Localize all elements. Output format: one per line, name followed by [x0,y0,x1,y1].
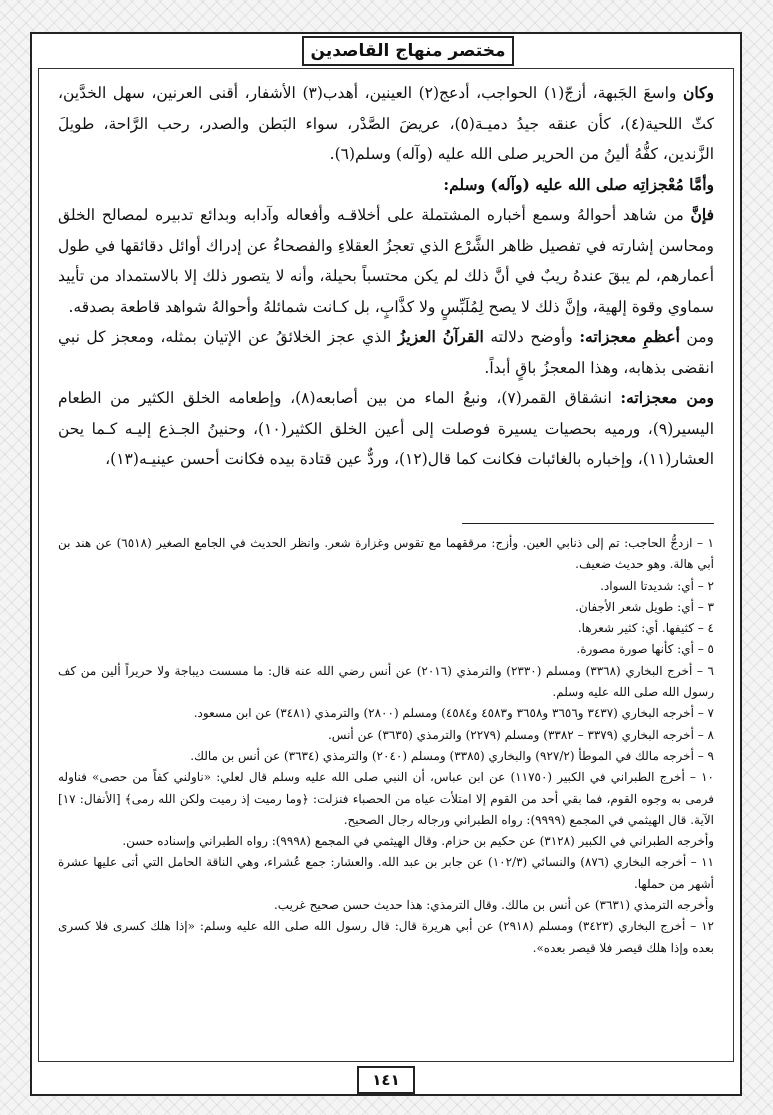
footnote: ١٢ – أخرج البخاري (٣٤٢٣) ومسلم (٢٩١٨) عن أبي هريرة قال: قال رسول الله صلى الله عليه وسلم: «إذا هلك كسرى فلا كسرى بعده وإذا هلك قيصر فلا قيصر بعده». [58,919,714,955]
book-title: مختصر منهاج القاصدين [310,41,506,61]
footnote: ٦ – أخرج البخاري (٣٣٦٨) ومسلم (٢٣٣٠) والترمذي (٢٠١٦) عن أنس رضي الله عنه قال: ما مسست ديباجة ولا حريراً ألين من كف رسول الله صلى الله عليه وسلم. [58,663,714,700]
bold-heading-text: ومن معجزاته: [620,388,714,407]
footnote: ٢ – أي: شديدتا السواد. [600,578,714,593]
bold-heading-text: أعظمِ معجزاته: [579,327,680,346]
footnote: ١١ – أخرجه البخاري (٨٧٦) والنسائي (١٠٢/٣) عن جابر بن عبد الله. والعشار: جمع عُشراء، وهي الناقة الحامل التي أتى عليها عشرة أشهر من حملها. [58,855,714,891]
footnote: ١٠ – أخرج الطبراني في الكبير (١١٧٥٠) عن ابن عباس، أن النبي صلى الله عليه وسلم قال لعلي: «ناولني كفاً من حصى» فناوله فرمى به وجوه القوم، فما بقي أحد من القوم إلا امتلأت عياه من الحصباء فنزلت: ﴿وما رميت إذ رميت ولكن الله رمى﴾ [الأنفال: ١٧] الآية. قال الهيثمي في المجمع (٩٩٩٩): رواه الطبراني ورجاله رجال الصحيح. [58,770,714,827]
footnote: وأخرجه الترمذي (٣٦٣١) عن أنس بن مالك. وقال الترمذي: هذا حديث حسن صحيح غريب. [273,898,714,913]
bold-heading-text: فإنَّ [690,205,714,224]
footnote: ٥ – أي: كأنها صورة مصورة. [576,642,714,657]
footnote: ٣ – أي: طويل شعر الأجفان. [575,599,714,614]
running-header [302,36,514,66]
body-paragraph [58,383,714,475]
footnote: ٤ – كثيفها. أي: كثير شعرها. [577,621,714,636]
body-paragraph [58,78,714,170]
paragraph-text: الذي عجز الخلائقُ عن الإتيان بمثله، ومعجز كل نبي انقضى بذهابه، وهذا المعجزُ باقٍ أبداً. [58,328,714,377]
page-number-box [357,1066,415,1094]
paragraph-text: من شاهد أحوالهُ وسمع أخباره المشتملة على أخلاقـه وأفعاله وآدابه وبدائع تدبيره لمصالح الخلق ومحاسن إشارته في تفصيل ظاهر الشَّرْع الذي تعجزُ العقلاءِ والفصحاءُ عن إدراك أوائل دقائقها في طول أعمارهم، لم يبقَ عندهُ ريبٌ في أنَّ ذلك لم يكن محتسباً بحيلة، وأنه لا يتصور ذلك إلا بالاستمداد من تأييد سماوي وقوة إلهية، وإنَّ ذلك لا يصح لِمُلَبِّسٍ ولا كذَّابٍ، بل كـانت شمائلهُ وأحوالهُ شواهد قاطعة بصدقه. [58,206,714,316]
footnote-divider [462,523,714,524]
main-text [58,78,714,475]
bold-heading-text: وأمَّا مُعْجزاتِه صلى الله عليه (وآله) وسلم: [443,174,714,194]
paragraph-text: ومن [679,328,714,346]
bold-heading-text: وكان [683,83,714,102]
paragraph-text: واسعَ الجَبهة، أزجّ(١) الحواجب، أدعج(٢) العينين، أهدب(٣) الأشفار، أقنى العرنين، سهل الخدَّين، كثّ اللحية(٤)، كأن عنقه جيدُ دميـة(٥)، عريضَ الصَّدْر، سواء البَطن والصدر، رحب الرَّاحة، طويلَ الزَّندين، كفُّهُ ألينُ من الحرير صلى الله عليه (وآله) وسلم(٦). [58,84,714,163]
body-paragraph [58,170,714,201]
footnote: ٩ – أخرجه مالك في الموطأ (٩٢٧/٢) والبخاري (٣٣٨٥) ومسلم (٢٠٤٠) والترمذي (٣٦٣٤) عن أنس بن مالك. [190,748,714,763]
bold-heading-text: القرآنُ العزيزُ [397,327,484,346]
page-number: ١٤١ [372,1071,400,1089]
paragraph-text: وأوضح دلالته [483,328,580,346]
body-paragraph [58,322,714,383]
footnote: ١ – ازدجُّ الحاجب: تم إلى ذنابي العين. وأزج: مرققهما مع تقوس وغزارة شعر. وانظر الحديث في الجامع الصغير (٦٥١٨) عن هند بن أبي هالة. وهو حديث ضعيف. [58,536,714,572]
footnote: ٨ – أخرجه البخاري (٣٣٧٩ – ٣٣٨٢) ومسلم (٢٢٧٩) والترمذي (٣٦٣٥) عن أنس. [327,727,714,742]
footnotes-section [58,533,714,959]
paragraph-text: انشقاق القمر(٧)، ونبعُ الماء من بين أصابعه(٨)، وإطعامه الخلق الكثير من الطعام اليسير(٩)، ورميه بحصيات يسيرة فوصلت إلى أعين الخلق الكثير(١٠)، وحنينُ الجـذع إليـه كـما يحن العشار(١١)، وإخباره بالغائبات فكانت كما قال(١٢)، وردٌّ عين قتادة بيده فكانت أحسن عينيـه(١٣)، [58,389,714,468]
body-paragraph [58,200,714,322]
footnote: وأخرجه الطبراني في الكبير (٣١٢٨) عن حكيم بن حزام. وقال الهيثمي في المجمع (٩٩٩٨): رواه الطبراني وإسناده حسن. [122,834,714,849]
footnote: ٧ – أخرجه البخاري (٣٤٣٧ و٣٦٥٦ و٣٦٥٨ و٤٥٨٣ و٤٥٨٤) ومسلم (٢٨٠٠) والترمذي (٣٤٨١) عن ابن مسعود. [193,706,714,721]
